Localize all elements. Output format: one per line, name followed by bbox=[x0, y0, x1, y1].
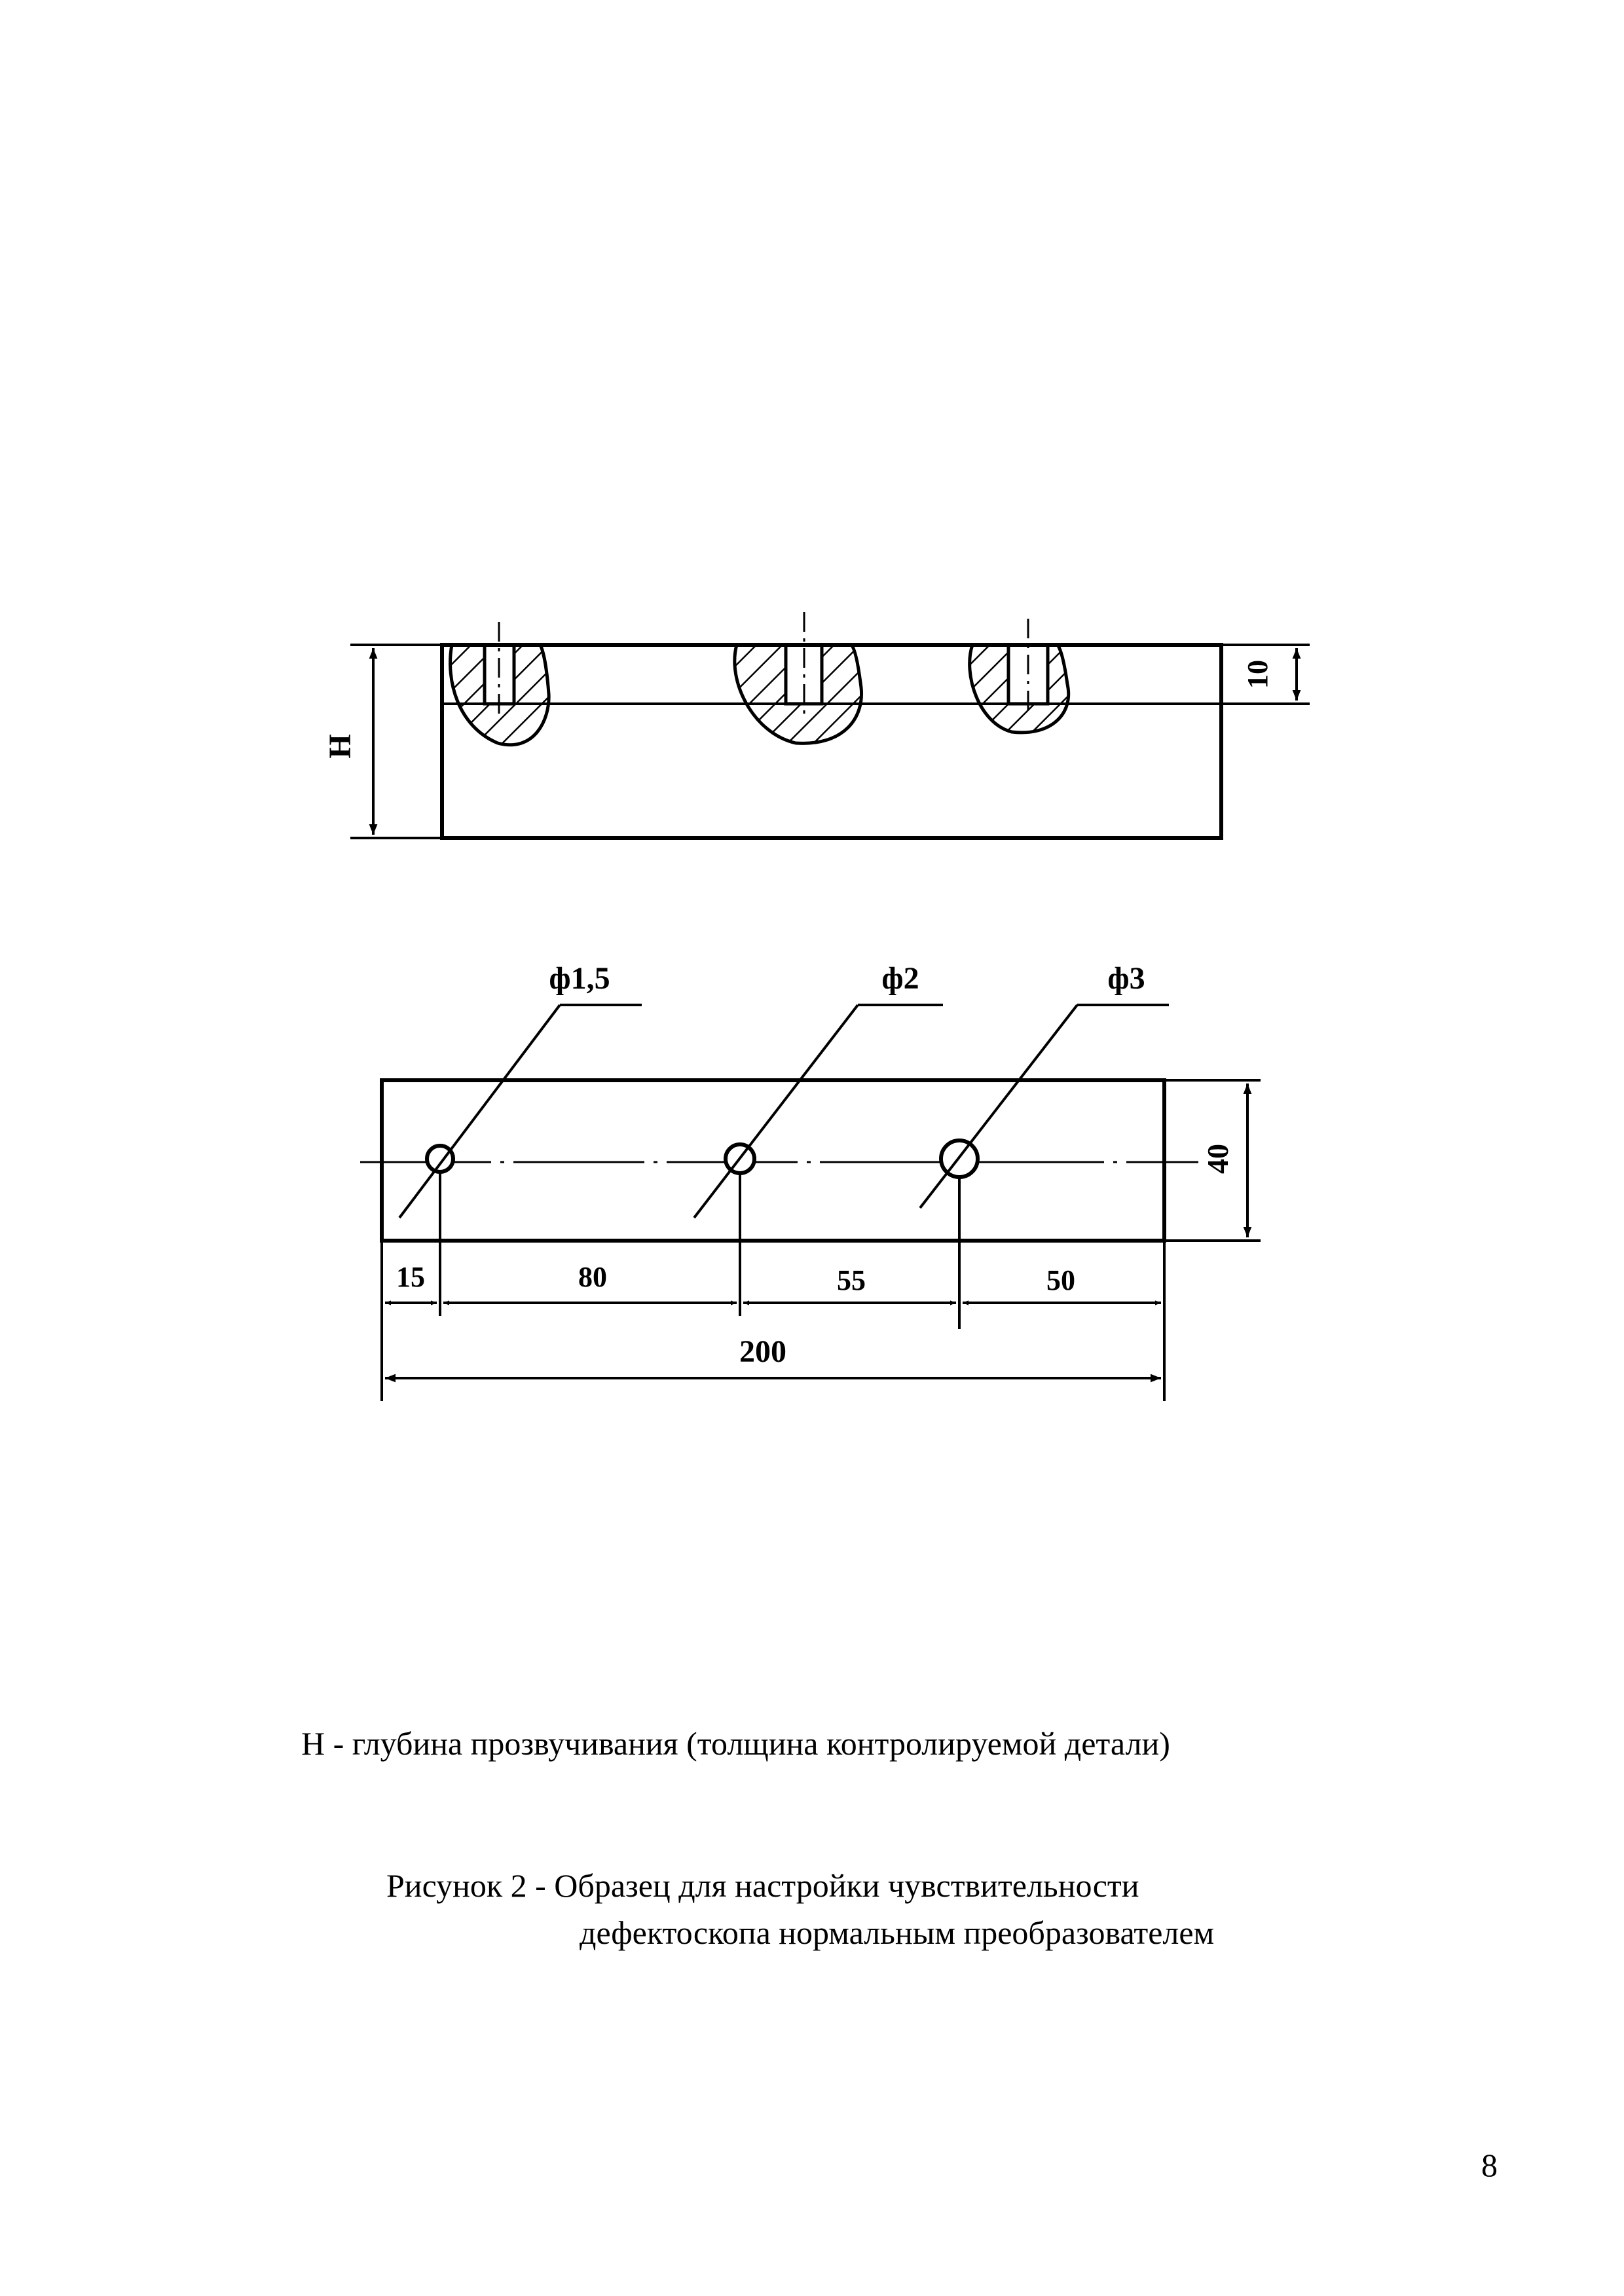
hole-3-label: ф3 bbox=[1107, 961, 1145, 996]
total-label: 200 bbox=[739, 1334, 786, 1369]
depth-label: 10 bbox=[1242, 660, 1274, 689]
segment-label-1: 15 bbox=[396, 1261, 425, 1293]
figure-caption-line-2: дефектоскопа нормальным преобразователем bbox=[580, 1914, 1215, 1951]
legend-text: Н - глубина прозвучивания (толщина контролируемой детали) bbox=[301, 1725, 1170, 1762]
segment-label-2: 80 bbox=[578, 1261, 607, 1293]
page-number: 8 bbox=[1481, 2147, 1498, 2183]
top-block bbox=[382, 1080, 1164, 1241]
figure-caption-line-1: Рисунок 2 - Образец для настройки чувствительности bbox=[386, 1867, 1139, 1904]
hole-2-label: ф2 bbox=[881, 961, 919, 996]
width-label: 40 bbox=[1201, 1144, 1234, 1174]
top-view bbox=[360, 1005, 1261, 1401]
segment-label-4: 50 bbox=[1046, 1264, 1075, 1296]
side-view bbox=[350, 612, 1310, 838]
hole-1-label: ф1,5 bbox=[549, 961, 610, 996]
segment-label-3: 55 bbox=[837, 1264, 866, 1296]
height-label: H bbox=[323, 734, 358, 759]
